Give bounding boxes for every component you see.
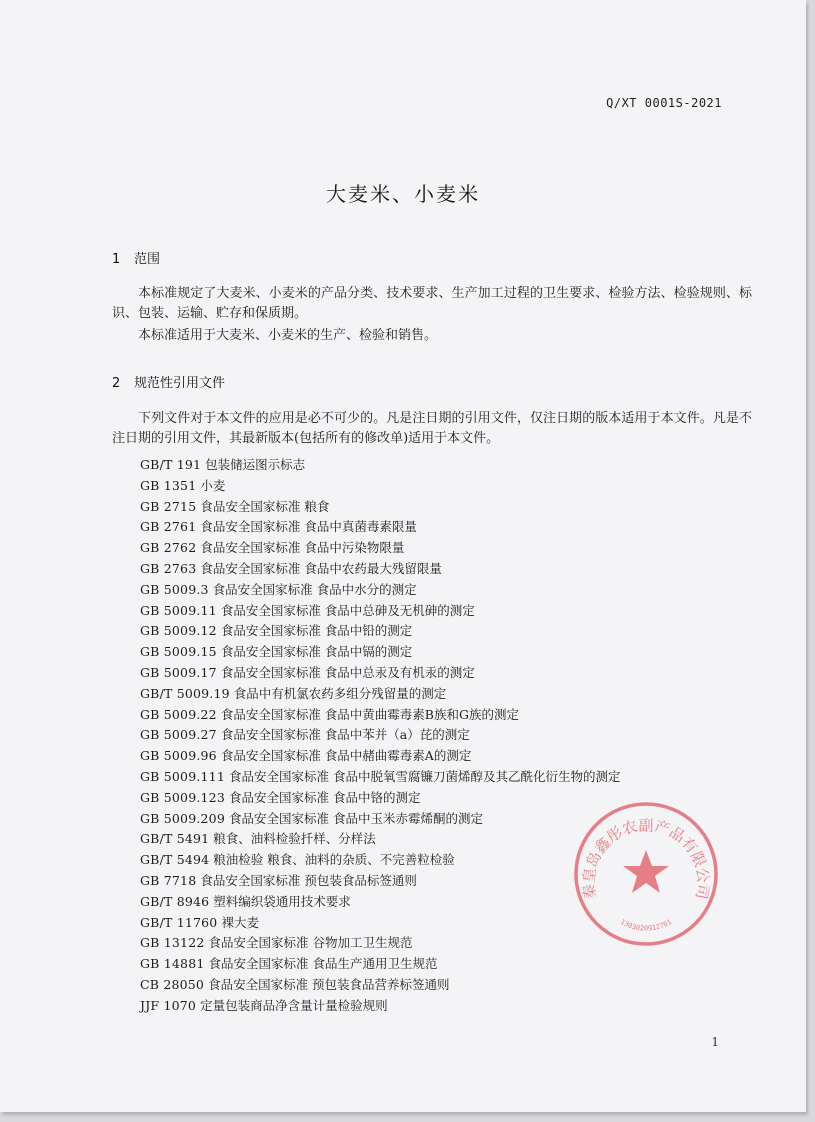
reference-item	[140, 559, 760, 580]
reference-item	[140, 684, 760, 705]
reference-code: GB 5009.96	[140, 748, 217, 764]
reference-code: GB/T 5494	[140, 852, 210, 868]
reference-code: GB 5009.22	[140, 706, 217, 722]
reference-code: GB 5009.12	[140, 623, 217, 639]
reference-item	[140, 497, 760, 518]
scope-paragraph-1: 本标准规定了大麦米、小麦米的产品分类、技术要求、生产加工过程的卫生要求、检验方法、检验规则、标识、包装、运输、贮存和保质期。	[112, 286, 752, 321]
reference-item	[140, 621, 760, 642]
document-title: 大麦米、小麦米	[326, 182, 480, 206]
section-heading-normative-references	[112, 372, 225, 391]
reference-item	[140, 705, 760, 726]
reference-item	[140, 767, 760, 788]
reference-title: 食品安全国家标准 预包装食品营养标签通则	[208, 976, 450, 992]
section-number: 2	[112, 376, 121, 391]
reference-title: 食品安全国家标准 食品中铅的测定	[220, 623, 413, 639]
reference-code: GB 5009.111	[140, 768, 225, 784]
reference-title: 塑料编织袋通用技术要求	[213, 893, 351, 909]
reference-code: GB 13122	[140, 935, 205, 951]
reference-title: 食品安全国家标准 粮食	[200, 498, 330, 514]
seal-company-name: 秦皇岛鑫彤农副产品有限公司	[579, 816, 713, 901]
reference-item	[140, 601, 760, 622]
section-title: 范围	[134, 252, 161, 267]
reference-item	[140, 642, 760, 663]
reference-code: CB 28050	[140, 976, 205, 992]
reference-title: 食品中有机氯农药多组分残留量的测定	[233, 685, 447, 701]
section-heading-scope	[112, 248, 160, 267]
reference-item	[140, 455, 760, 476]
reference-item	[140, 538, 760, 559]
reference-title: 食品安全国家标准 食品生产通用卫生规范	[208, 956, 438, 972]
reference-code: GB 5009.15	[140, 644, 217, 660]
section-title: 规范性引用文件	[134, 376, 226, 391]
reference-item	[140, 975, 760, 996]
reference-item	[140, 663, 760, 684]
section-number: 1	[112, 252, 121, 267]
reference-code: GB/T 5491	[140, 831, 210, 847]
references-intro-paragraph: 下列文件对于本文件的应用是必不可少的。凡是注日期的引用文件，仅注日期的版本适用于本文件。凡是不注日期的引用文件，其最新版本(包括所有的修改单)适用于本文件。	[112, 411, 752, 446]
reference-title: 食品安全国家标准 食品中总砷及无机砷的测定	[220, 602, 475, 618]
reference-title: 粮食、油料检验扦样、分样法	[213, 831, 376, 847]
reference-title: 食品安全国家标准 谷物加工卫生规范	[208, 935, 413, 951]
reference-code: GB 2761	[140, 519, 197, 535]
reference-item	[140, 580, 760, 601]
reference-title: 食品安全国家标准 食品中真菌毒素限量	[200, 519, 417, 535]
reference-code: GB 14881	[140, 956, 205, 972]
reference-title: 食品安全国家标准 食品中黄曲霉毒素B族和G族的测定	[220, 706, 519, 722]
seal-number: 1303020912701	[618, 917, 674, 933]
reference-title: 粮油检验 粮食、油料的杂质、不完善粒检验	[213, 852, 455, 868]
reference-code: GB 5009.17	[140, 664, 217, 680]
reference-title: 裸大麦	[221, 914, 259, 930]
standard-code: Q/XT 0001S-2021	[606, 96, 722, 110]
reference-code: GB/T 191	[140, 457, 202, 472]
reference-item	[140, 476, 760, 497]
scope-paragraph-2: 本标准适用于大麦米、小麦米的生产、检验和销售。	[138, 328, 438, 343]
reference-code: GB 2762	[140, 540, 197, 556]
reference-title: 食品安全国家标准 食品中苯并（a）芘的测定	[220, 727, 470, 743]
reference-code: GB 2763	[140, 560, 197, 576]
reference-title: 食品安全国家标准 食品中水分的测定	[212, 581, 417, 597]
reference-title: 食品安全国家标准 食品中农药最大残留限量	[200, 560, 442, 576]
reference-code: GB 7718	[140, 872, 197, 888]
page-number: 1	[711, 1035, 719, 1049]
reference-title: 食品安全国家标准 食品中赭曲霉毒素A的测定	[220, 748, 472, 764]
reference-title: 食品安全国家标准 食品中污染物限量	[200, 540, 405, 556]
reference-item	[140, 517, 760, 538]
reference-title: 小麦	[200, 477, 226, 493]
reference-code: GB 5009.209	[140, 810, 225, 826]
reference-item	[140, 746, 760, 767]
reference-title: 定量包装商品净含量计量检验规则	[200, 997, 388, 1013]
reference-code: GB/T 8946	[140, 893, 210, 909]
reference-code: GB 1351	[140, 477, 197, 493]
reference-code: GB/T 5009.19	[140, 685, 230, 701]
reference-item	[140, 725, 760, 746]
reference-title: 包装储运图示标志	[205, 457, 306, 472]
reference-code: GB 5009.11	[140, 602, 217, 618]
reference-code: JJF 1070	[140, 997, 197, 1013]
reference-item	[140, 996, 760, 1017]
reference-title: 食品安全国家标准 预包装食品标签通则	[200, 872, 417, 888]
reference-title: 食品安全国家标准 食品中脱氧雪腐镰刀菌烯醇及其乙酰化衍生物的测定	[228, 768, 621, 784]
reference-item	[140, 954, 760, 975]
reference-code: GB 5009.3	[140, 581, 209, 597]
reference-title: 食品安全国家标准 食品中总汞及有机汞的测定	[220, 664, 475, 680]
reference-code: GB/T 11760	[140, 914, 218, 930]
reference-code: GB 5009.123	[140, 789, 225, 805]
star-icon	[623, 850, 669, 893]
reference-title: 食品安全国家标准 食品中铬的测定	[228, 789, 421, 805]
reference-code: GB 2715	[140, 498, 197, 514]
reference-title: 食品安全国家标准 食品中镉的测定	[220, 644, 413, 660]
reference-code: GB 5009.27	[140, 727, 217, 743]
reference-title: 食品安全国家标准 食品中玉米赤霉烯酮的测定	[228, 810, 483, 826]
company-seal	[572, 800, 720, 948]
